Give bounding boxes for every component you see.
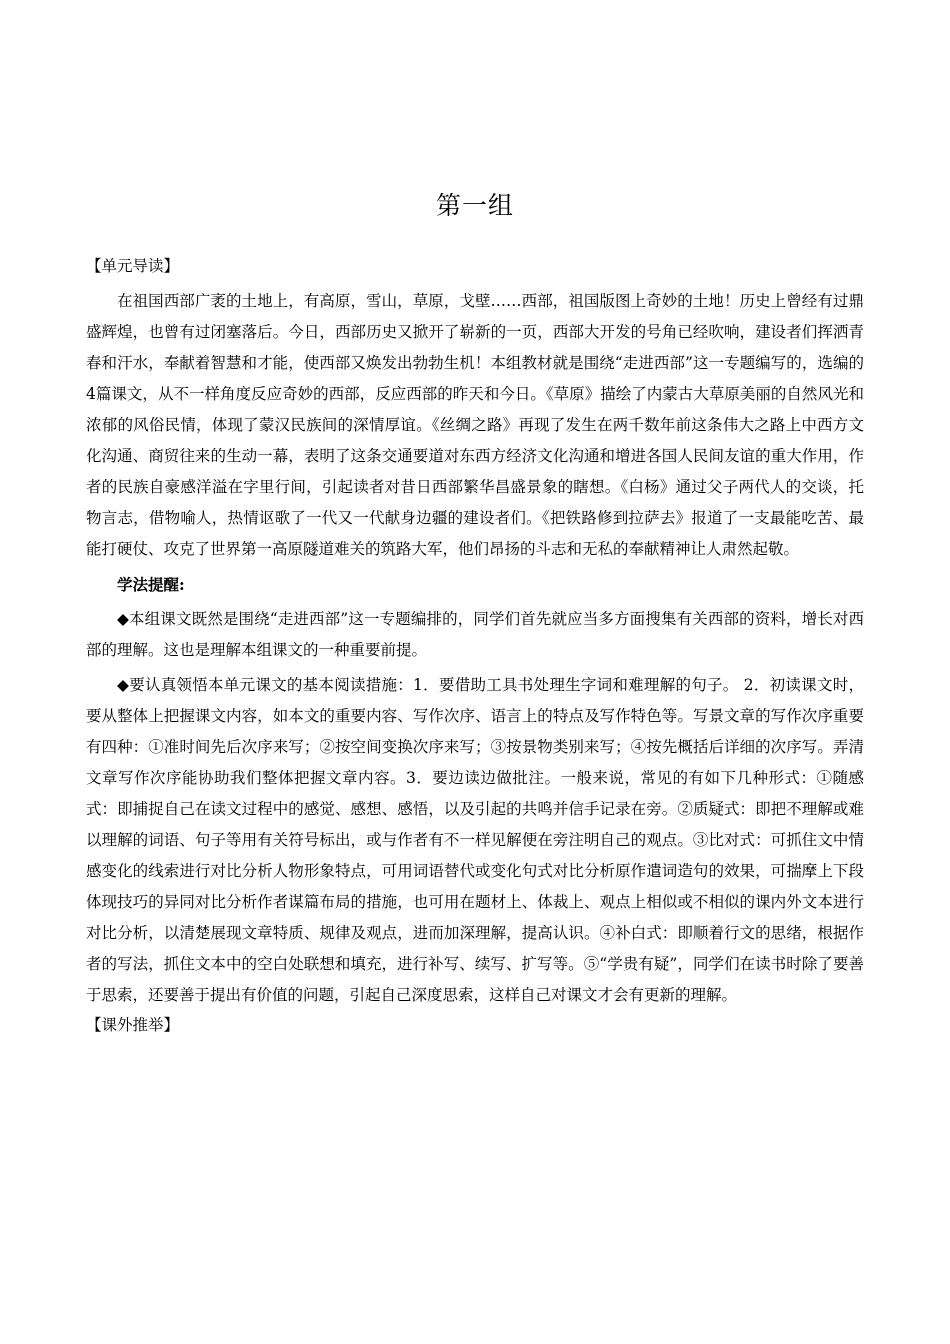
unit-intro-paragraph: 在祖国西部广袤的土地上，有高原，雪山，草原，戈壁……西部，祖国版图上奇妙的土地！历史上曾经有过鼎盛辉煌，也曾有过闭塞落后。今日，西部历史又掀开了崭新的一页，西部大开发的号角已经吹响，建设者们挥洒青春和汗水，奉献着智慧和才能，使西部又焕发出勃勃生机！本组教材就是围绕“走进西部”这一专题编写的，选编的4篇课文，从不一样角度反应奇妙的西部，反应西部的昨天和今日。《草原》描绘了内蒙古大草原美丽的自然风光和浓郁的风俗民情，体现了蒙汉民族间的深情厚谊。《丝绸之路》再现了发生在两千数年前这条伟大之路上中西方文化沟通、商贸往来的生动一幕，表明了这条交通要道对东西方经济文化沟通和增进各国人民间友谊的重大作用，作者的民族自豪感洋溢在字里行间，引起读者对昔日西部繁华昌盛景象的瞎想。《白杨》通过父子两代人的交谈，托物言志，借物喻人，热情讴歌了一代又一代献身边疆的建设者们。《把铁路修到拉萨去》报道了一支最能吃苦、最能打硬仗、攻克了世界第一高原隧道难关的筑路大军，他们昂扬的斗志和无私的奉献精神让人肃然起敬。: [86, 292, 864, 558]
study-tip-paragraph-2: ◆要认真领悟本单元课文的基本阅读措施：1．要借助工具书处理生字词和难理解的句子。 2．初读课文时，要从整体上把握课文内容，如本文的重要内容、写作次序、语言上的特点及写作特色等。写景文章的写作次序重要有四种：①准时间先后次序来写；②按空间变换次序来写；③按景物类别来写；④按先概括后详细的次序写。弄清文章写作次序能协助我们整体把握文章内容。3．要边读边做批注。一般来说，常见的有如下几种形式：①随感式：即捕捉自己在读文过程中的感觉、感想、感悟，以及引起的共鸣并信手记录在旁。②质疑式：即把不理解或难以理解的词语、句子等用有关符号标出，或与作者有不一样见解便在旁注明自己的观点。③比对式：可抓住文中情感变化的线索进行对比分析人物形象特点，可用词语替代或变化句式对比分析原作遣词造句的效果，可揣摩上下段体现技巧的异同对比分析作者谋篇布局的措施，也可用在题材上、体裁上、观点上相似或不相似的课内外文本进行对比分析，以清楚展现文章特质、规律及观点，进而加深理解，提高认识。④补白式：即顺着行文的思绪，根据作者的写法，抓住文本中的空白处联想和填充，进行补写、续写、扩写等。⑤“学贵有疑”，同学们在读书时除了要善于思索，还要善于提出有价值的问题，引起自己深度思索，这样自己对课文才会有更新的理解。: [86, 676, 864, 1004]
extra-reading-heading: 【课外推举】: [86, 1016, 180, 1034]
study-tips-heading: 学法提醒:: [117, 575, 185, 594]
study-tip-paragraph-1: ◆本组课文既然是围绕“走进西部”这一专题编排的，同学们首先就应当多方面搜集有关西部的资料，增长对西部的理解。这也是理解本组课文的一种重要前提。: [86, 610, 864, 659]
document-page: [86, 186, 864, 1045]
page-title: 第一组: [435, 191, 514, 220]
unit-intro-heading: 【单元导读】: [86, 257, 180, 275]
